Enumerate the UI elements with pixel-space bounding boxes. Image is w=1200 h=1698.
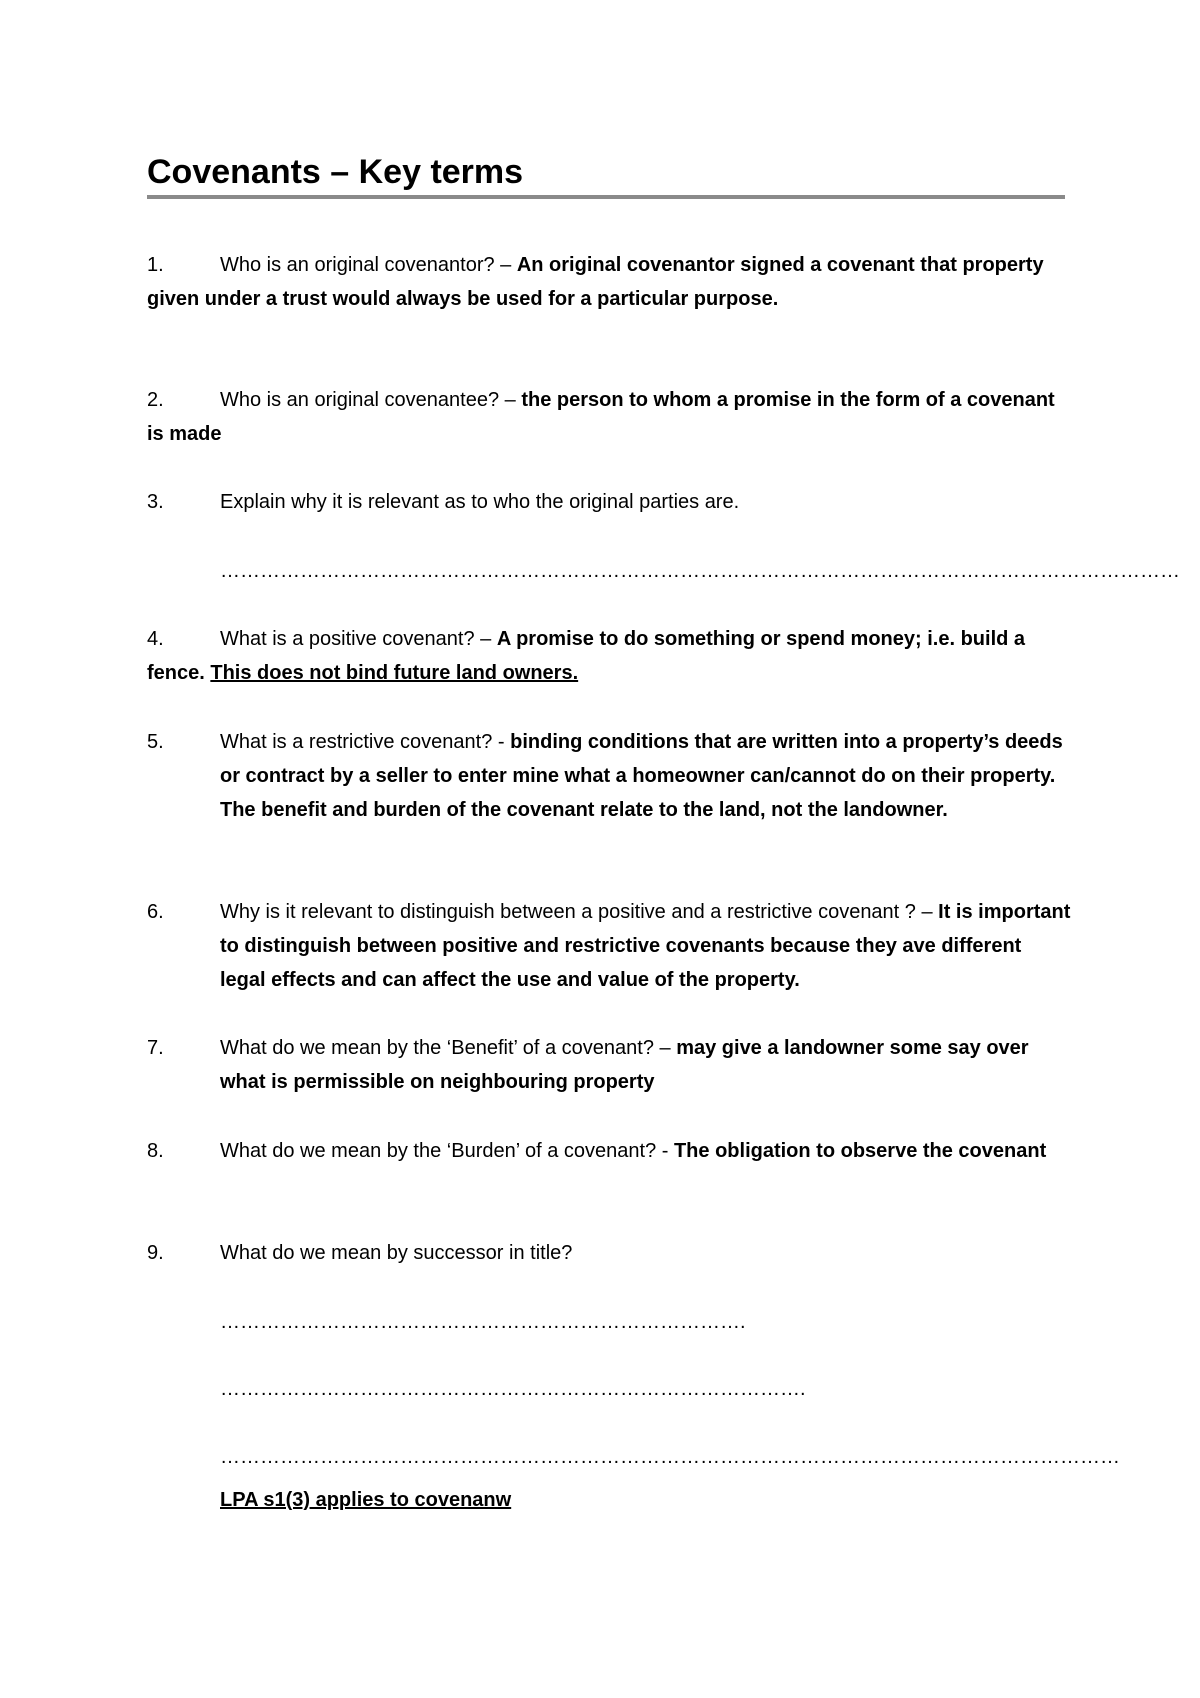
answer-text: A promise to do something or spend money; i.e. build a fence. — [147, 628, 1026, 684]
list-item-8 — [147, 1134, 1072, 1168]
list-item-4 — [147, 622, 1072, 690]
item-number: 1. — [147, 254, 164, 276]
question-text: Who is an original covenantor? – — [220, 254, 517, 276]
question-text: Explain why it is relevant as to who the original parties are. — [220, 491, 740, 513]
answer-dotted-line: ……………………………………………………………………………………………………………………………… — [220, 560, 1180, 582]
title-underline-rule — [147, 195, 1065, 199]
answer-dotted-line: ……………………………………………………………………………………………………………………… — [220, 1446, 1120, 1468]
question-text: What is a restrictive covenant? - — [220, 731, 511, 753]
item-number: 6. — [147, 901, 164, 923]
answer-text: may give a landowner some say over what is permissible on neighbouring property — [220, 1037, 1029, 1093]
page-title: Covenants – Key terms — [147, 153, 524, 191]
question-text: Who is an original covenantee? – — [220, 389, 522, 411]
item-number: 5. — [147, 731, 164, 753]
answer-text: the person to whom a promise in the form of a covenant is made — [147, 389, 1055, 445]
item-number: 4. — [147, 628, 164, 650]
answer-dotted-line: ……………………………………………………………………. — [220, 1311, 746, 1333]
answer-text: The obligation to observe the covenant — [673, 1140, 1047, 1162]
answer-dotted-line: ……………………………………………………………………………. — [220, 1378, 806, 1400]
question-text: What do we mean by the ‘Burden’ of a covenant? - — [220, 1140, 674, 1162]
list-item-7 — [147, 1031, 1072, 1099]
question-text: Why is it relevant to distinguish between a positive and a restrictive covenant ? – — [220, 901, 939, 923]
list-item-9 — [147, 1236, 1072, 1270]
question-text: What do we mean by the ‘Benefit’ of a covenant? – — [220, 1037, 677, 1059]
item-number: 3. — [147, 491, 164, 513]
answer-text: It is important to distinguish between positive and restrictive covenants because they ave different legal effects and can affect the use and value of the property. — [220, 901, 1071, 991]
item-number: 9. — [147, 1242, 164, 1264]
answer-text: An original covenantor signed a covenant that property given under a trust would always be used for a particular purpose. — [147, 254, 1044, 310]
lpa-note: LPA s1(3) applies to covenanw — [220, 1489, 512, 1511]
list-item-2 — [147, 383, 1072, 451]
question-text: What is a positive covenant? – — [220, 628, 497, 650]
question-text: What do we mean by successor in title? — [220, 1242, 573, 1264]
item-number: 8. — [147, 1140, 164, 1162]
list-item-1 — [147, 248, 1072, 316]
answer-underlined-text: This does not bind future land owners. — [210, 662, 579, 684]
item-number: 2. — [147, 389, 164, 411]
item-number: 7. — [147, 1037, 164, 1059]
list-item-6 — [147, 895, 1072, 997]
list-item-5 — [147, 725, 1072, 827]
list-item-3 — [147, 485, 1072, 519]
answer-text: binding conditions that are written into a property’s deeds or contract by a seller to enter mine what a homeowner can/cannot do on their property. The benefit and burden of the covenant relate to the land, not the landowner. — [220, 731, 1063, 821]
